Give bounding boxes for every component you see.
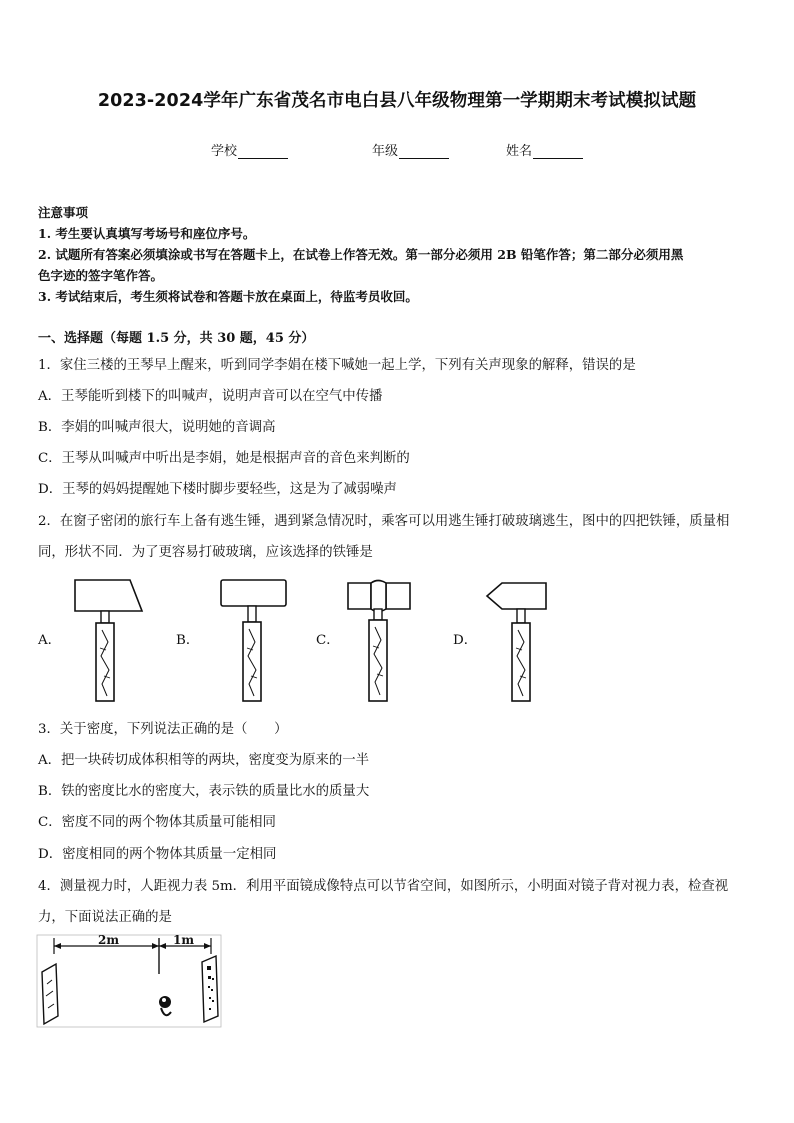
question-3-stem: 3．关于密度，下列说法正确的是（ ） bbox=[38, 722, 288, 737]
hammer-a-figure bbox=[72, 578, 152, 704]
notice-item: 2. 试题所有答案必须填涂或书写在答题卡上，在试卷上作答无效。第一部分必须用 2B 铅笔作答；第二部分必须用黑 bbox=[38, 247, 684, 262]
question-3-option-b: B．铁的密度比水的密度大，表示铁的质量比水的质量大 bbox=[38, 784, 370, 799]
name-blank[interactable] bbox=[533, 145, 583, 159]
hammer-b-figure bbox=[218, 578, 298, 704]
mirror-icon bbox=[42, 964, 58, 1024]
question-1-option-a: A．王琴能听到楼下的叫喊声，说明声音可以在空气中传播 bbox=[38, 389, 383, 404]
school-field bbox=[211, 140, 288, 159]
school-blank[interactable] bbox=[238, 145, 288, 159]
name-label: 姓名 bbox=[506, 144, 533, 159]
option-c-label: C． bbox=[316, 633, 340, 648]
notice-item: 色字迹的签字笔作答。 bbox=[38, 268, 164, 283]
question-3-option-a: A．把一块砖切成体积相等的两块，密度变为原来的一半 bbox=[38, 753, 370, 768]
dimension-1m-label: 1m bbox=[173, 933, 195, 947]
notice-item: 3. 考试结束后，考生须将试卷和答题卡放在桌面上，待监考员收回。 bbox=[38, 289, 418, 304]
option-a-label: A． bbox=[38, 633, 62, 648]
name-field bbox=[506, 140, 583, 159]
question-2-stem-cont: 同，形状不同．为了更容易打破玻璃，应该选择的铁锤是 bbox=[38, 545, 373, 560]
question-1-option-d: D．王琴的妈妈提醒她下楼时脚步要轻些，这是为了减弱噪声 bbox=[38, 482, 397, 497]
option-d-label: D． bbox=[453, 633, 478, 648]
hammer-c-figure bbox=[345, 578, 425, 704]
grade-label: 年级 bbox=[372, 144, 399, 159]
question-3-option-d: D．密度相同的两个物体其质量一定相同 bbox=[38, 847, 277, 862]
eye-chart-icon bbox=[202, 956, 218, 1022]
school-label: 学校 bbox=[211, 144, 238, 159]
section-heading: 一、选择题（每题 1.5 分，共 30 题，45 分） bbox=[38, 331, 315, 346]
grade-blank[interactable] bbox=[399, 145, 449, 159]
dimension-2m-label: 2m bbox=[98, 933, 120, 947]
question-4-stem: 4．测量视力时，人距视力表 5m．利用平面镜成像特点可以节省空间，如图所示，小明面对镜子背对视力表，检查视 bbox=[38, 879, 729, 894]
page-title: 2023-2024学年广东省茂名市电白县八年级物理第一学期期末考试模拟试题 bbox=[97, 91, 697, 111]
question-1-option-c: C．王琴从叫喊声中听出是李娟，她是根据声音的音色来判断的 bbox=[38, 451, 410, 466]
notice-item: 1. 考生要认真填写考场号和座位序号。 bbox=[38, 226, 256, 241]
question-3-option-c: C．密度不同的两个物体其质量可能相同 bbox=[38, 815, 276, 830]
grade-field bbox=[372, 140, 449, 159]
question-2-stem: 2．在窗子密闭的旅行车上备有逃生锤，遇到紧急情况时，乘客可以用逃生锤打破玻璃逃生，图中的四把铁锤，质量相 bbox=[38, 514, 730, 529]
question-4-stem-cont: 力，下面说法正确的是 bbox=[38, 910, 172, 925]
vision-test-figure bbox=[36, 934, 222, 1028]
option-b-label: B． bbox=[176, 633, 200, 648]
notice-heading: 注意事项 bbox=[38, 205, 89, 220]
question-1-option-b: B．李娟的叫喊声很大，说明她的音调高 bbox=[38, 420, 276, 435]
question-1-stem: 1．家住三楼的王琴早上醒来，听到同学李娟在楼下喊她一起上学，下列有关声现象的解释，错误的是 bbox=[38, 358, 636, 373]
hammer-d-figure bbox=[484, 578, 564, 704]
